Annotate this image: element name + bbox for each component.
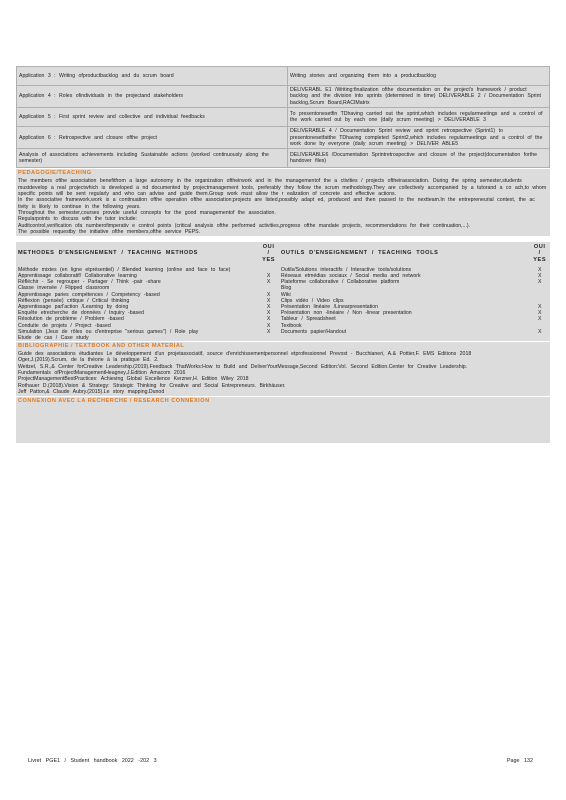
- pedagogy-paragraph: In the associative framework,work is a continuation ofthe operation ofthe association;projects are listed,possibly adapt ed, produced and then passed to the nextteam.In the entrepreneurial context, the ac tivity is likely to continue in the following years.: [18, 197, 535, 210]
- bibliography-entry: Jeff Patton,& Claude Aubry.(2015).Le story mapping.Dunod: [18, 388, 165, 395]
- activities-table: [16, 66, 550, 168]
- method-check: X: [266, 297, 271, 304]
- method-cell: Réflexion (pensée) critique / Critical thinking: [18, 297, 130, 304]
- footer-page-number: Page 132: [506, 758, 533, 764]
- pedagogy-paragraph: The possible requestby the initiative ofthe members,ofthe service PEPS.: [18, 228, 201, 235]
- tool-cell: [279, 335, 530, 341]
- tool-cell: Plateforme collaborative / Collaborative platform: [280, 279, 400, 286]
- activity-row: [17, 108, 550, 127]
- activity-right-cell: DELIVERABLE 4 / Documentation Sprint review and sprint retrospective (Sprint1) to presentonesetfatthe TDhaving completed Sprint2,which includes regularmeetings and a control of the work done by everyone (daily scrum meeting) > DELIVER ABLE5: [288, 127, 550, 149]
- activity-row: [17, 86, 550, 108]
- methods-header: METHODES D'ENSEIGNEMENT / TEACHING METHODS: [18, 250, 198, 257]
- bibliography-entry: Fundamentals ofProjectManagementHeagney,J.Edition Amacom 2016: [18, 370, 186, 377]
- method-cell: Conduite de projets / Project -based: [18, 322, 111, 329]
- document-page: [16, 66, 550, 443]
- page-footer: [28, 758, 533, 764]
- tool-cell: Wiki: [280, 291, 291, 298]
- bibliography-section: [16, 342, 550, 396]
- tool-cell: Clips vidéo / Video clips: [280, 297, 344, 304]
- bibliography-text: [16, 350, 550, 396]
- tool-cell: Présentation non -linéaire / Non -linear presentation: [280, 310, 412, 317]
- methods-table: [16, 242, 550, 341]
- method-cell: Résolution de problème / Problem -based: [18, 316, 124, 323]
- activity-right-cell: Writing stories and organizing them into a productbacklog: [288, 67, 550, 86]
- activity-right-cell: DELIVERABLE6 /Documentation Sprintretrospective and closure of the project(documentation forthe handover files): [288, 149, 550, 168]
- method-check: X: [266, 322, 271, 329]
- method-cell: Classe inversée / Flipped classroom: [18, 285, 110, 292]
- method-check: X: [266, 279, 271, 286]
- activity-left-cell: Application 4 : Roles ofindividuals in the projectand stakeholders: [17, 86, 288, 108]
- activity-right-cell: To presentonesetfin TDhaving carried out the sprint,which includes regularmeetings and a control of the work carried out by each one (daily scrum meeting) > DELIVERABLE 3: [288, 108, 550, 127]
- activity-left-cell: Analysis of associations achievements including Sustainable actions (worked continuously along the semester): [17, 149, 288, 168]
- pedagogy-paragraph: Auditcontrol,verification ofa numberofimperativ e control points (critical analysis ofthe performed activities,progress ofthe mandate projects, recommendations for their continuation,...).: [18, 222, 471, 229]
- tool-cell: Réseaux etmédias sociaux / Social media and network: [280, 272, 421, 279]
- tool-cell: Tableur / Spreadsheet: [280, 316, 336, 323]
- pedagogy-paragraph: The members ofthe association benefitfrom a large autonomy in the organization oftheirwork and in the managementof the a ctivities / projects oftheirassociation. During the spring semester,students mustdevelop a real projectwhich is developed a nd documented by projectmanagement tools, preferably they follow the scrum methodology.They are collectively accompanied by a tutorand a co ach,to whom specific points will be sent regularly and who can advise and guide them.Group work must allow the r ealization of concrete and effective actions.: [18, 178, 547, 198]
- activity-left-cell: Application 6 : Retrospective and closure ofthe project: [17, 127, 288, 149]
- method-cell: Apprentissage collaboratif/ Collaborative learning: [18, 272, 137, 279]
- tool-cell: Documents papier/Handout: [280, 328, 347, 335]
- method-check: X: [266, 291, 271, 298]
- tool-check: X: [537, 328, 542, 335]
- footer-left: Livret PGE1 / Student handbook 2022 -202 3: [28, 758, 157, 764]
- tool-cell: Textbook: [280, 322, 302, 329]
- tool-cell: Présentation linéaire /Linearpresentation: [280, 303, 379, 310]
- bibliography-entry: Oger,J.(2019).Scrum, de la théorie à la pratique Ed. 2.: [18, 357, 159, 364]
- tool-check: [529, 335, 550, 341]
- bibliography-heading: BIBLIOGRAPHIE / TEXTBOOK AND OTHER MATERIAL: [18, 343, 185, 350]
- pedagogy-paragraph: Regularpoints to discuss with the tutor include:: [18, 216, 137, 223]
- method-check: X: [266, 303, 271, 310]
- tool-check: X: [537, 316, 542, 323]
- method-cell: Enquête etrecherche de données / Inquiry -based: [18, 310, 144, 317]
- method-cell: Apprentissage parl'action /Learning by doing: [18, 303, 129, 310]
- tool-cell: Blog: [280, 285, 292, 292]
- method-check: X: [266, 316, 271, 323]
- pedagogy-heading: PEDAGOGIE/TEACHING: [18, 170, 92, 177]
- pedagogy-section: [16, 169, 550, 236]
- method-cell: Apprentissage paries compétences / Competency -based: [18, 291, 160, 298]
- methods-row: [16, 335, 550, 341]
- methods-section: [16, 242, 550, 341]
- pedagogy-text: [16, 177, 550, 236]
- research-section: [16, 397, 550, 443]
- activity-right-cell: DELIVERABL E1 /Writing:finalization ofthe documentation on the project's framework / product backlog and the division into sprints (determined in time) DELIVERABLE 2 / Documentation Sprint backlog,Scrum Board,RACIMatrix: [288, 86, 550, 108]
- methods-yes-header: OUI / YES: [262, 244, 276, 263]
- method-check: X: [266, 310, 271, 317]
- method-cell: Réfléchir - Se regrouper - Partager / Think -pair -share: [18, 279, 161, 286]
- tools-header: OUTILS D'ENSEIGNEMENT / TEACHING TOOLS: [280, 250, 439, 257]
- method-check: [258, 335, 279, 341]
- tool-cell: Outils/Solutions interactifs / Interactive tools/solutions: [280, 266, 412, 273]
- method-check: X: [266, 272, 271, 279]
- activity-row: [17, 67, 550, 86]
- method-cell: Méthode mixtes (en ligne etprésentiel) / Blended learning (online and face to face): [18, 266, 231, 273]
- activity-row: [17, 149, 550, 168]
- tools-yes-header: OUI / YES: [533, 244, 547, 263]
- tool-check: X: [537, 272, 542, 279]
- method-check: X: [266, 328, 271, 335]
- bibliography-entry: ProjectManagementBestPractices: Achieving Global Excellence Kerzner,H. Edition Wiley 2018: [18, 376, 249, 383]
- activity-left-cell: Application 3 : Writing ofproductbacklog and du scrum board: [17, 67, 288, 86]
- tool-check: X: [537, 303, 542, 310]
- activity-left-cell: Application 5 : First sprint review and collective and individual feedbacks: [17, 108, 288, 127]
- tool-check: X: [537, 279, 542, 286]
- activity-row: [17, 127, 550, 149]
- tool-check: X: [537, 310, 542, 317]
- bibliography-entry: Weitzel, S.R.,& Center forCreative Leadership.(2019).Feedback ThatWorks:How to Build and DeliverYourMessage,Second Edition:Vol. Second Edition.Center for Creative Leadership.: [18, 363, 468, 370]
- method-cell: Simulation (Jeux de rôles ou d'entreprise "serious games") / Role play: [18, 328, 199, 335]
- bibliography-entry: Guide des associations étudiantes Le développement d'un projetassociatif, source d'enrichissementpersonnel etprofessionnel Prevost - Bucchianeri, A.& Pottier,F. EMS Editions 2018: [18, 351, 472, 358]
- tool-check: X: [537, 266, 542, 273]
- research-heading: CONNEXION AVEC LA RECHERCHE / RESEARCH CONNEXION: [18, 398, 210, 405]
- method-cell: Etude de cas / Case study: [18, 334, 89, 341]
- pedagogy-paragraph: Throughout the semester,courses provide useful concepts for the good managementof the association.: [18, 209, 276, 216]
- bibliography-entry: Rothauer D.(2018).Vision & Strategy: Strategic Thinking for Creative and Social Entrepreneurs. Birkhäuser.: [18, 382, 286, 389]
